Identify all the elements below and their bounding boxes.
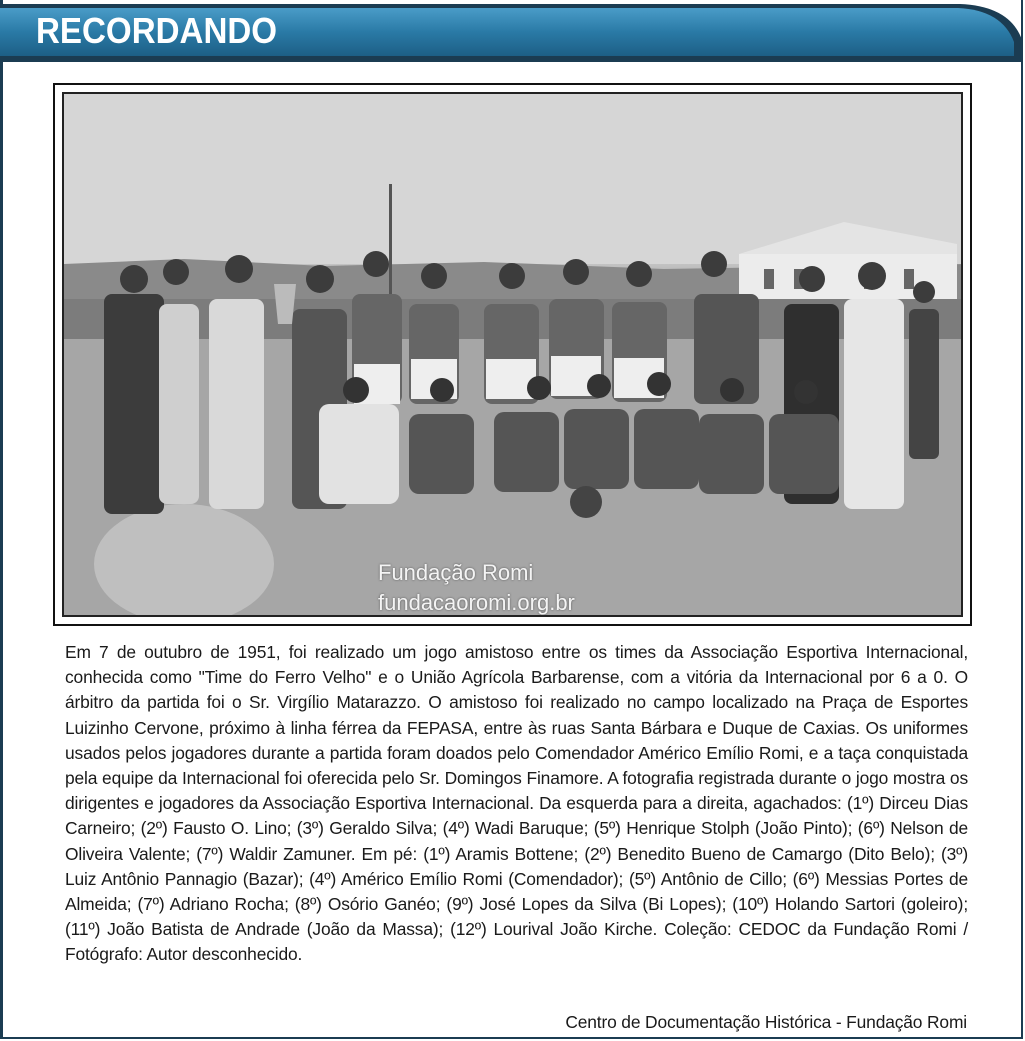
watermark-name: Fundação Romi <box>378 560 534 585</box>
header-title: RECORDANDO <box>36 10 278 51</box>
source-credit: Centro de Documentação Histórica - Fundação Romi <box>565 1012 967 1032</box>
team-photo <box>62 92 963 617</box>
watermark-url: fundacaoromi.org.br <box>378 590 575 615</box>
photo-frame <box>53 83 972 626</box>
section-header <box>0 0 1025 62</box>
team-photo-illustration <box>64 94 963 617</box>
photo-caption: Em 7 de outubro de 1951, foi realizado um jogo amistoso entre os times da Associação Esportiva Internacional, conhecida como "Time do Ferro Velho" e o União Agrícola Barbarense, com a vitória da Internacional por 6 a 0. O árbitro da partida foi o Sr. Virgílio Matarazzo. O amistoso foi realizado no campo localizado na Praça de Esportes Luizinho Cervone, próximo à linha férrea da FEPASA, entre às ruas Santa Bárbara e Duque de Caxias. Os uniformes usados pelos jogadores durante a partida foram doados pelo Comendador Américo Emílio Romi, e a taça conquistada pela equipe da Internacional foi oferecida pelo Sr. Domingos Finamore. A fotografia registrada durante o jogo mostra os dirigentes e jogadores da Associação Esportiva Internacional. Da esquerda para a direita, agachados: (1º) Dirceu Dias Carneiro; (2º) Fausto O. Lino; (3º) Geraldo Silva; (4º) Wadi Baruque; (5º) Henrique Stolph (João Pinto); (6º) Nelson de Oliveira Valente; (7º) Waldir Zamuner. Em pé: (1º) Aramis Bottene; (2º) Benedito Bueno de Camargo (Dito Belo); (3º) Luiz Antônio Pannagio (Bazar); (4º) Américo Emílio Romi (Comendador); (5º) Antônio de Cillo; (6º) Messias Portes de Almeida; (7º) Adriano Rocha; (8º) Osório Ganéo; (9º) José Lopes da Silva (Bi Lopes); (10º) Holando Sartori (goleiro); (11º) João Batista de Andrade (João da Massa); (12º) Lourival João Kirche. Coleção: CEDOC da Fundação Romi / Fotógrafo: Autor desconhecido. <box>65 642 968 965</box>
